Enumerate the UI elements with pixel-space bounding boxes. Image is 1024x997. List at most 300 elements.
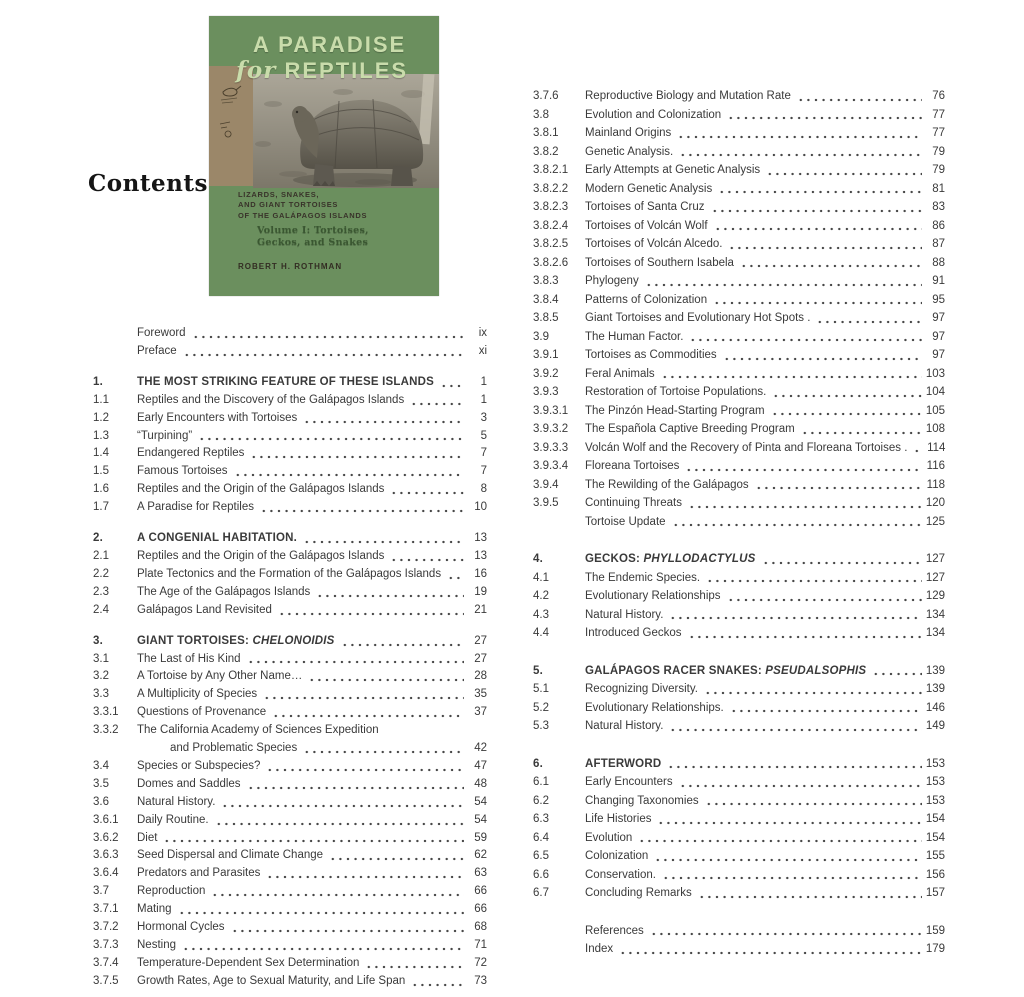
toc-entry-row [533, 439, 945, 458]
cover-title [209, 34, 439, 83]
toc-entry-row [93, 937, 487, 955]
toc-entry-row [533, 866, 945, 885]
toc-group-spacer [533, 643, 945, 662]
toc-page-number: 71 [474, 939, 487, 951]
toc-entry-row [533, 291, 945, 310]
toc-entry-row [533, 884, 945, 903]
toc-entry-title: Plate Tectonics and the Formation of the Galápagos Islands [137, 567, 442, 580]
toc-page-number: 1 [480, 375, 487, 388]
toc-entry-title: GECKOS: PHYLLODACTYLUS [585, 553, 756, 565]
toc-page-number: 118 [926, 478, 945, 491]
toc-entry-body [137, 343, 487, 361]
dot-leader [718, 185, 922, 196]
toc-column-left [93, 325, 487, 991]
toc-entry-number: 1.6 [93, 483, 109, 496]
toc-entry-line [585, 866, 945, 885]
toc-entry-row [93, 463, 487, 481]
toc-entry-number: 3.7.3 [93, 939, 119, 951]
toc-entry-body [137, 481, 487, 499]
dot-leader [706, 574, 922, 585]
dot-leader [192, 330, 464, 341]
dot-leader [689, 333, 922, 344]
toc-page-number: 35 [474, 688, 487, 701]
dot-leader [816, 315, 922, 326]
toc-page-number: 7 [480, 447, 487, 460]
toc-entry-number: 3.8.1 [533, 127, 559, 139]
cover-title-line1: A PARADISE [253, 32, 407, 57]
toc-page-number: 16 [474, 567, 487, 580]
toc-entry-number: 1. [93, 375, 103, 388]
toc-entry-row [533, 346, 945, 365]
cover-volume-line: Volume I: Tortoises, [257, 225, 369, 236]
toc-entry-line [585, 662, 945, 681]
toc-entry-line-wrapped [137, 740, 487, 758]
toc-entry-row [93, 865, 487, 883]
toc-entry-number: 3.8.2.5 [533, 238, 569, 250]
toc-page-number: 154 [925, 831, 945, 844]
toc-entry-line [585, 792, 945, 811]
toc-entry-row [93, 392, 487, 410]
toc-entry-title: Early Attempts at Genetic Analysis [585, 164, 761, 176]
toc-entry-body [585, 773, 945, 792]
dot-leader [688, 500, 922, 511]
toc-entry-row [93, 668, 487, 686]
toc-entry-line [137, 937, 487, 955]
toc-entry-body [137, 937, 487, 955]
toc-entry-row [93, 901, 487, 919]
toc-entry-title: Patterns of Colonization [585, 293, 708, 306]
toc-entry-title: The California Academy of Sciences Expedition [137, 724, 379, 737]
toc-page-number: 179 [925, 943, 945, 955]
toc-entry-row [93, 445, 487, 463]
toc-entry-title: THE MOST STRIKING FEATURE OF THESE ISLANDS [137, 375, 434, 388]
toc-entry-row [533, 494, 945, 513]
toc-entry-body [585, 847, 945, 866]
toc-entry-title: Giant Tortoises and Evolutionary Hot Spots . [585, 312, 811, 324]
toc-entry-line [137, 865, 487, 883]
toc-entry-line [585, 272, 945, 291]
toc-entry-line [585, 328, 945, 347]
dot-leader [303, 745, 464, 756]
toc-entry-row [533, 198, 945, 217]
toc-entry-title: Species or Subspecies? [137, 759, 261, 772]
toc-entry-line [137, 530, 487, 548]
toc-entry-line [137, 704, 487, 722]
toc-page-number: 77 [932, 127, 945, 139]
toc-page-number: 47 [474, 759, 487, 772]
toc-entry-line [137, 901, 487, 919]
toc-page-number: 134 [925, 627, 945, 639]
toc-entry-body [137, 919, 487, 937]
toc-entry-title: Reproduction [137, 885, 206, 898]
toc-entry-body [585, 180, 945, 199]
toc-entry-number: 3.9.3 [533, 386, 559, 398]
toc-entry-number: 3.9.5 [533, 497, 559, 509]
toc-entry-title: A Multiplicity of Species [137, 688, 258, 701]
toc-entry-line [137, 633, 487, 651]
toc-entry-number: 3.8.2.2 [533, 182, 569, 195]
toc-entry-number: 1.2 [93, 411, 109, 424]
dot-leader [654, 853, 922, 864]
toc-entry-line [137, 919, 487, 937]
toc-entry-body [585, 346, 945, 365]
toc-entry-row [533, 847, 945, 866]
toc-entry-body [585, 402, 945, 421]
dot-leader [278, 607, 464, 618]
toc-entry-title: Domes and Saddles [137, 777, 241, 790]
toc-page-number: 114 [927, 441, 946, 454]
toc-entry-line [585, 773, 945, 792]
toc-entry-line [137, 584, 487, 602]
toc-entry-number: 3. [93, 634, 103, 647]
toc-entry-title: Tortoises as Commodities [585, 349, 717, 361]
toc-entry-row [533, 328, 945, 347]
toc-entry-body [585, 624, 945, 643]
tortoise-photo [253, 74, 439, 188]
toc-entry-number: 3.9.3.2 [533, 423, 569, 435]
toc-entry-title: A Tortoise by Any Other Name… [137, 670, 303, 683]
dot-leader [662, 871, 922, 882]
toc-entry-title: Galápagos Land Revisited [137, 603, 272, 616]
toc-entry-number: 2.2 [93, 567, 109, 580]
dot-leader [440, 379, 464, 390]
toc-entry-title: Early Encounters with Tortoises [137, 411, 298, 424]
toc-entry-title: A Paradise for Reptiles [137, 501, 254, 514]
toc-entry-row [533, 235, 945, 254]
toc-entry-row [93, 847, 487, 865]
toc-entry-line [137, 722, 487, 740]
dot-leader [163, 834, 464, 845]
dot-leader [723, 352, 922, 363]
toc-entry-body [585, 494, 945, 513]
toc-entry-body [137, 463, 487, 481]
toc-page-number: 5 [480, 429, 487, 442]
toc-entry-line [585, 365, 945, 384]
toc-entry-body [137, 776, 487, 794]
toc-page-number: 127 [925, 571, 945, 584]
toc-entry-line [585, 457, 945, 476]
toc-entry-row [533, 699, 945, 718]
dot-leader [698, 890, 922, 901]
toc-page-number: 155 [925, 850, 945, 862]
toc-entry-title: Reproductive Biology and Mutation Rate [585, 90, 791, 102]
cover-volume-line: Geckos, and Snakes [257, 237, 369, 249]
toc-entry-body [585, 124, 945, 143]
toc-entry-body [137, 392, 487, 410]
page-title: Contents [88, 170, 208, 198]
dot-leader [685, 463, 922, 474]
toc-page-number: 87 [932, 238, 945, 250]
toc-page-number: 97 [932, 312, 945, 324]
toc-group-spacer [93, 620, 487, 633]
toc-entry-line [585, 198, 945, 217]
toc-group-spacer [93, 361, 487, 374]
toc-entry-body [585, 161, 945, 180]
toc-entry-body [137, 325, 487, 343]
dot-leader [661, 370, 922, 381]
toc-entry-body [585, 717, 945, 736]
toc-entry-title: Famous Tortoises [137, 465, 228, 478]
toc-page-number: 63 [474, 867, 487, 880]
toc-entry-line [585, 699, 945, 718]
toc-entry-line [137, 830, 487, 848]
dot-leader [679, 148, 922, 159]
toc-entry-title: Introduced Geckos [585, 627, 682, 639]
toc-entry-number: 1.4 [93, 447, 109, 460]
toc-entry-body [585, 420, 945, 439]
toc-entry-line [137, 566, 487, 584]
toc-entry-body [137, 955, 487, 973]
cover-subtitle-line: OF THE GALÁPAGOS ISLANDS [238, 210, 368, 220]
toc-entry-row [533, 717, 945, 736]
toc-entry-number: 3.8.2 [533, 145, 559, 158]
toc-page-number: 95 [932, 293, 945, 306]
toc-entry-row [93, 830, 487, 848]
toc-page-number: 157 [925, 887, 945, 899]
toc-entry-title: Tortoises of Volcán Alcedo. [585, 238, 723, 250]
toc-entry-line [137, 343, 487, 361]
toc-page-number: 79 [932, 164, 945, 176]
toc-entry-number: 2. [93, 532, 103, 545]
toc-page-number: 105 [925, 404, 945, 417]
toc-entry-body [137, 973, 487, 991]
toc-entry-title: and Problematic Species [170, 742, 298, 755]
cover-title-reptiles: REPTILES [284, 58, 409, 84]
toc-entry-line [585, 309, 945, 328]
dot-leader [711, 204, 922, 215]
toc-entry-title: Hormonal Cycles [137, 921, 225, 934]
dot-leader [766, 167, 922, 178]
toc-entry-number: 3.8 [533, 108, 549, 121]
dot-leader [266, 870, 464, 881]
toc-entry-number: 6.2 [533, 794, 549, 807]
dot-leader [727, 111, 922, 122]
toc-entry-row [533, 569, 945, 588]
toc-entry-row [93, 566, 487, 584]
cover-subtitle [238, 190, 367, 221]
toc-column-right [533, 87, 945, 959]
toc-page-number: 77 [932, 108, 945, 121]
gecko-sketch-icon [217, 84, 245, 140]
toc-entry-number: 3.6 [93, 795, 109, 808]
toc-page-number: 139 [925, 683, 945, 695]
toc-entry-line [585, 346, 945, 365]
toc-entry-body [137, 758, 487, 776]
toc-entry-number: 4.2 [533, 590, 549, 602]
toc-entry-number: 3.5 [93, 777, 109, 790]
toc-entry-title: Natural History. [585, 720, 664, 732]
toc-entry-row [93, 481, 487, 499]
toc-entry-body [137, 633, 487, 651]
toc-entry-line [585, 922, 945, 941]
toc-entry-title: Foreword [137, 327, 186, 339]
toc-entry-title: Seed Dispersal and Climate Change [137, 849, 324, 862]
toc-page-number: 42 [474, 742, 487, 755]
toc-entry-line [585, 180, 945, 199]
toc-entry-row [533, 587, 945, 606]
toc-entry-row [93, 325, 487, 343]
toc-entry-number: 3.9.4 [533, 478, 559, 491]
toc-page-number: 73 [474, 974, 487, 987]
cover-author: ROBERT H. ROTHMAN [238, 262, 343, 271]
toc-entry-number: 3.9.2 [533, 367, 559, 380]
toc-entry-line [137, 499, 487, 517]
toc-entry-body [585, 699, 945, 718]
toc-page-number: 156 [925, 868, 945, 881]
toc-entry-body [137, 410, 487, 428]
toc-entry-title: Volcán Wolf and the Recovery of Pinta and Floreana Tortoises . [585, 441, 908, 454]
toc-entry-title: Recognizing Diversity. [585, 683, 698, 695]
toc-entry-title: Temperature-Dependent Sex Determination [137, 956, 360, 969]
toc-entry-body [137, 445, 487, 463]
toc-page-number: 129 [925, 590, 945, 602]
toc-entry-number: 4.1 [533, 571, 549, 584]
toc-entry-body [137, 566, 487, 584]
dot-leader [672, 518, 922, 529]
toc-entry-row [533, 254, 945, 273]
dot-leader [234, 468, 464, 479]
dot-leader [771, 407, 922, 418]
toc-entry-title: Endangered Reptiles [137, 447, 245, 460]
toc-entry-number: 3.8.2.3 [533, 201, 569, 213]
toc-section-row [93, 374, 487, 392]
toc-entry-row [93, 343, 487, 361]
toc-section-row [533, 550, 945, 569]
toc-entry-title: Evolutionary Relationships. [585, 701, 724, 714]
toc-page-number: xi [478, 344, 487, 357]
toc-entry-number: 6. [533, 757, 543, 770]
dot-leader [263, 691, 464, 702]
toc-entry-number: 2.1 [93, 549, 109, 562]
toc-entry-row [533, 773, 945, 792]
dot-leader [303, 535, 464, 546]
toc-page-number: 153 [925, 776, 945, 788]
toc-page-number: 8 [480, 483, 487, 496]
dot-leader [231, 924, 464, 935]
toc-entry-line [585, 940, 945, 959]
dot-leader [198, 432, 464, 443]
toc-entry-body [585, 439, 945, 458]
toc-entry-body [585, 143, 945, 162]
toc-entry-line [137, 776, 487, 794]
toc-entry-row [533, 309, 945, 328]
dot-leader [872, 667, 922, 678]
toc-entry-line [137, 548, 487, 566]
toc-entry-title: Reptiles and the Origin of the Galápagos Islands [137, 549, 385, 562]
toc-entry-body [585, 217, 945, 236]
toc-entry-number: 3.6.3 [93, 849, 119, 862]
toc-entry-row [533, 124, 945, 143]
toc-entry-row [93, 548, 487, 566]
toc-entry-body [585, 680, 945, 699]
toc-page-number: 97 [932, 349, 945, 361]
toc-entry-number: 3.1 [93, 652, 109, 665]
toc-entry-line [137, 463, 487, 481]
toc-page-number: 108 [925, 423, 945, 435]
toc-page-number: 10 [474, 501, 487, 514]
toc-page-number: 134 [925, 608, 945, 621]
toc-entry-line [585, 550, 945, 569]
toc-entry-title: The Pinzón Head-Starting Program [585, 404, 765, 417]
toc-entry-body [585, 513, 945, 532]
toc-entry-line [585, 439, 945, 458]
toc-entry-row [533, 161, 945, 180]
toc-entry-number: 4. [533, 553, 543, 565]
toc-entry-row [533, 606, 945, 625]
toc-entry-number: 6.1 [533, 776, 549, 788]
dot-leader [638, 834, 922, 845]
toc-entry-title: Restoration of Tortoise Populations. [585, 386, 767, 398]
toc-entry-row [533, 420, 945, 439]
toc-page-number: 54 [474, 795, 487, 808]
toc-entry-line [585, 755, 945, 774]
cover-title-line2 [209, 57, 439, 85]
dot-leader [657, 816, 922, 827]
toc-entry-line [137, 445, 487, 463]
toc-entry-row [533, 680, 945, 699]
dot-leader [727, 593, 922, 604]
toc-page-number: 7 [480, 465, 487, 478]
toc-page-number: 83 [932, 201, 945, 213]
toc-entry-body [585, 940, 945, 959]
toc-entry-line [137, 812, 487, 830]
toc-entry-line [585, 291, 945, 310]
toc-entry-title: GIANT TORTOISES: CHELONOIDIS [137, 634, 335, 647]
toc-page-number: 125 [925, 515, 945, 528]
toc-entry-body [585, 291, 945, 310]
toc-page-number: 81 [932, 182, 945, 195]
toc-entry-line [585, 143, 945, 162]
cover-title-for: for [236, 57, 277, 85]
toc-entry-body [137, 548, 487, 566]
toc-entry-number: 3.9.3.1 [533, 404, 569, 417]
toc-entry-number: 3.2 [93, 670, 109, 683]
toc-entry-number: 1.5 [93, 465, 109, 478]
toc-entry-line [585, 569, 945, 588]
dot-leader [247, 781, 464, 792]
dot-leader [704, 686, 922, 697]
toc-entry-title: Mainland Origins [585, 127, 672, 139]
toc-entry-title: The Age of the Galápagos Islands [137, 585, 311, 598]
toc-entry-line [585, 420, 945, 439]
toc-entry-row [533, 810, 945, 829]
dot-leader [730, 704, 922, 715]
toc-entry-number: 3.9.1 [533, 349, 559, 361]
toc-section-row [93, 530, 487, 548]
toc-entry-row [533, 180, 945, 199]
toc-entry-row [533, 143, 945, 162]
toc-entry-row [93, 499, 487, 517]
toc-page-number: 159 [925, 924, 945, 937]
toc-entry-title: The Española Captive Breeding Program [585, 423, 795, 435]
toc-entry-title: Concluding Remarks [585, 887, 692, 899]
toc-entry-row [93, 973, 487, 991]
toc-page-number: 27 [474, 652, 487, 665]
toc-entry-line [137, 883, 487, 901]
toc-entry-row [93, 686, 487, 704]
toc-entry-line [585, 606, 945, 625]
toc-entry-body [585, 792, 945, 811]
toc-entry-line [585, 124, 945, 143]
toc-page-number: 88 [932, 256, 945, 269]
toc-entry-title: Genetic Analysis. [585, 145, 674, 158]
toc-entry-line [585, 235, 945, 254]
toc-page-number: 127 [925, 553, 945, 565]
toc-entry-number: 3.8.2.6 [533, 256, 569, 269]
toc-entry-body [585, 606, 945, 625]
toc-entry-body [137, 668, 487, 686]
toc-entry-row [93, 955, 487, 973]
